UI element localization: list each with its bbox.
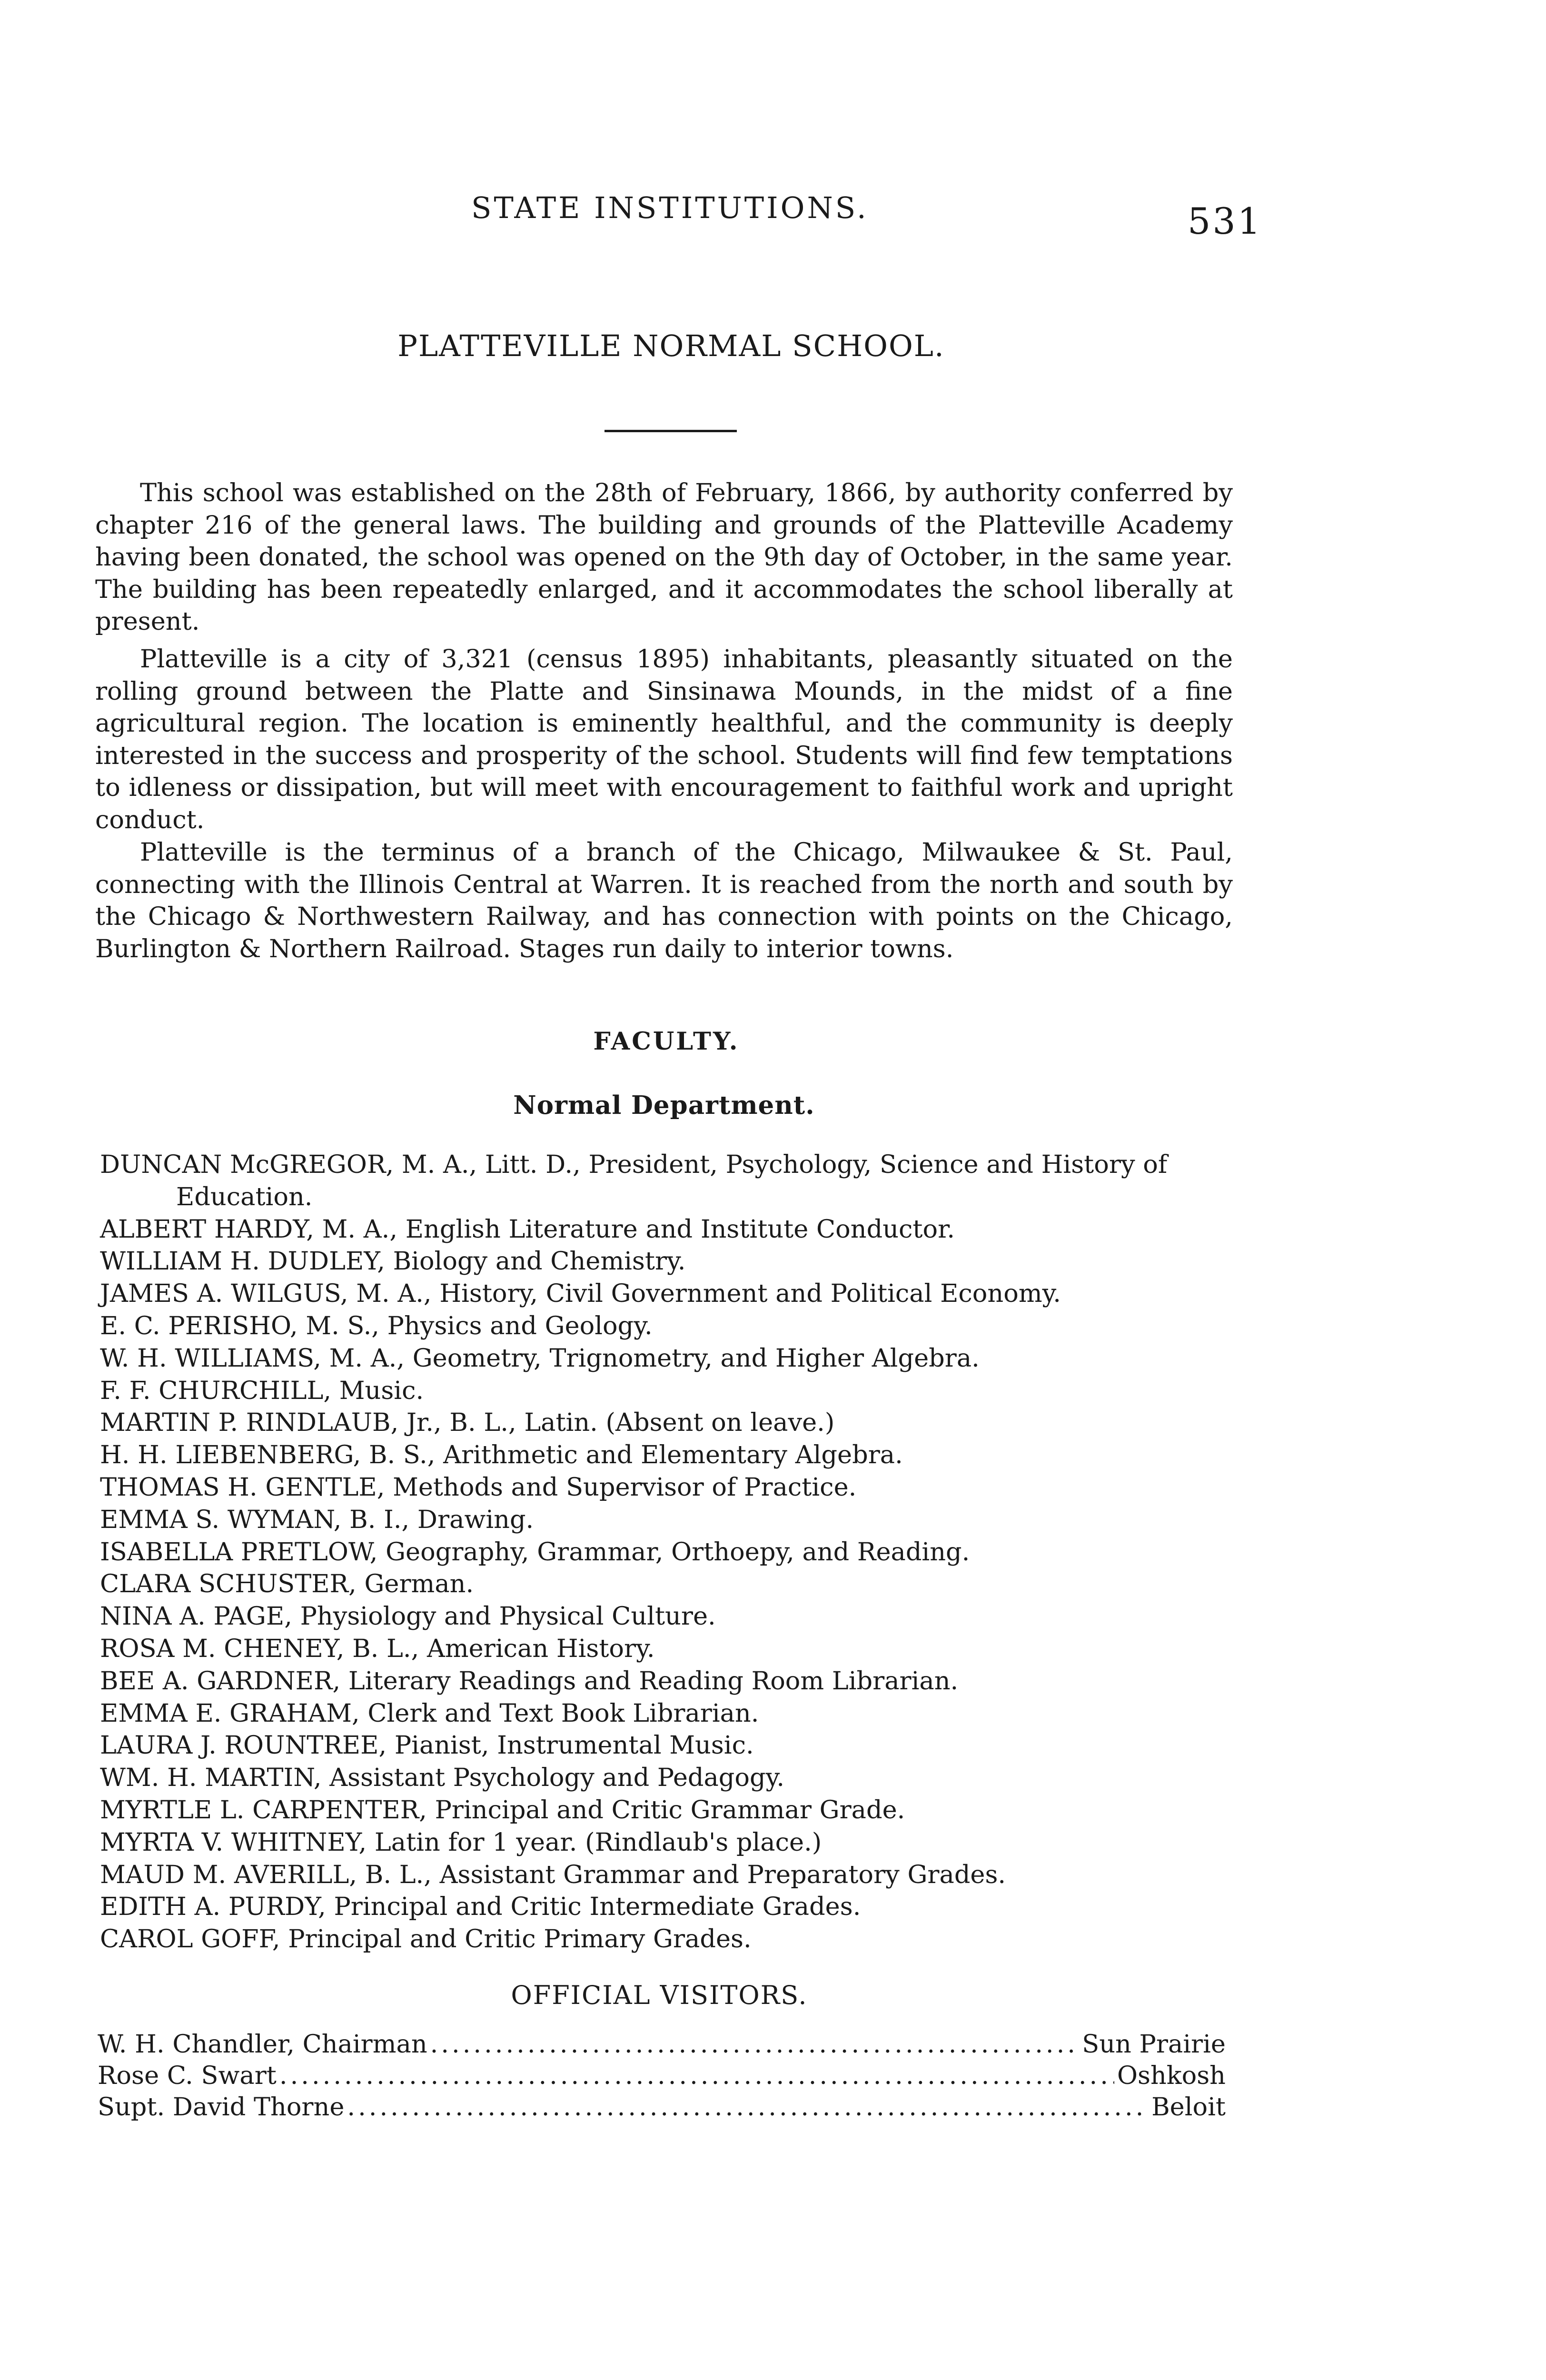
faculty-member: ROSA M. CHENEY, B. L., American History. — [100, 1634, 655, 1663]
faculty-member: NINA A. PAGE, Physiology and Physical Culture. — [100, 1602, 716, 1631]
visitor-name: Rose C. Swart — [98, 2061, 277, 2090]
faculty-heading: FACULTY. — [593, 1027, 740, 1056]
visitor-name: Supt. David Thorne — [98, 2092, 345, 2122]
faculty-member: H. H. LIEBENBERG, B. S., Arithmetic and Elementary Algebra. — [100, 1440, 903, 1470]
faculty-member: MYRTA V. WHITNEY, Latin for 1 year. (Rindlaub's place.) — [100, 1827, 822, 1857]
paragraph-location: Platteville is a city of 3,321 (census 1895) inhabitants, pleasantly situated on the rolling ground between the Platte and Sinsinawa Mounds, in the midst of a fine agricultural region. The location is eminently healthful, and the community is deeply interested in the success and prosperity of the school. Students will find few temptations to idleness or dissipation, but will meet with encouragement to faithful work and upright conduct. — [95, 645, 1233, 834]
faculty-member: E. C. PERISHO, M. S., Physics and Geology. — [100, 1311, 653, 1340]
visitor-place: Beloit — [1151, 2092, 1226, 2122]
faculty-member: WM. H. MARTIN, Assistant Psychology and Pedagogy. — [100, 1763, 785, 1793]
visitor-place: Oshkosh — [1117, 2061, 1226, 2090]
dot-leader — [279, 2060, 1114, 2092]
faculty-member: JAMES A. WILGUS, M. A., History, Civil Government and Political Economy. — [100, 1279, 1061, 1309]
faculty-member: WILLIAM H. DUDLEY, Biology and Chemistry. — [100, 1247, 686, 1276]
faculty-member: BEE A. GARDNER, Literary Readings and Reading Room Librarian. — [100, 1666, 959, 1696]
dot-leader — [430, 2029, 1080, 2060]
faculty-member: ISABELLA PRETLOW, Geography, Grammar, Orthoepy, and Reading. — [100, 1537, 970, 1567]
faculty-member: W. H. WILLIAMS, M. A., Geometry, Trignometry, and Higher Algebra. — [100, 1343, 980, 1373]
faculty-member: EMMA S. WYMAN, B. I., Drawing. — [100, 1505, 534, 1534]
faculty-member: F. F. CHURCHILL, Music. — [100, 1376, 424, 1405]
visitor-row — [98, 2029, 1226, 2060]
faculty-member: MARTIN P. RINDLAUB, Jr., B. L., Latin. (Absent on leave.) — [100, 1408, 835, 1438]
faculty-member: MAUD M. AVERILL, B. L., Assistant Grammar and Preparatory Grades. — [100, 1860, 1006, 1889]
faculty-member: CLARA SCHUSTER, German. — [100, 1569, 474, 1599]
faculty-member: EMMA E. GRAHAM, Clerk and Text Book Librarian. — [100, 1698, 759, 1728]
faculty-list — [100, 1149, 1238, 1955]
faculty-member: CAROL GOFF, Principal and Critic Primary Grades. — [100, 1924, 752, 1954]
running-head: STATE INSTITUTIONS. — [471, 190, 869, 225]
visitor-name: W. H. Chandler, Chairman — [98, 2030, 427, 2059]
visitors-list — [98, 2029, 1226, 2123]
visitor-row — [98, 2060, 1226, 2092]
page-title: PLATTEVILLE NORMAL SCHOOL. — [397, 328, 945, 363]
faculty-member: ALBERT HARDY, M. A., English Literature and Institute Conductor. — [100, 1214, 955, 1244]
paragraph-history: This school was established on the 28th of February, 1866, by authority conferred by chapter 216 of the general laws. The building and grounds of the Platteville Academy having been donated, the school was opened on the 9th day of October, in the same year. The building has been repeatedly enlarged, and it accommodates the school liberally at present. — [95, 478, 1233, 636]
faculty-member: LAURA J. ROUNTREE, Pianist, Instrumental Music. — [100, 1731, 754, 1760]
department-heading: Normal Department. — [513, 1091, 815, 1120]
visitors-heading: OFFICIAL VISITORS. — [511, 1980, 808, 2010]
dot-leader — [347, 2092, 1149, 2123]
visitor-place: Sun Prairie — [1082, 2030, 1226, 2059]
paragraph-transport: Platteville is the terminus of a branch of the Chicago, Milwaukee & St. Paul, connecting with the Illinois Central at Warren. It is reached from the north and south by the Chicago & Northwestern Railway, and has connection with points on the Chicago, Burlington & Northern Railroad. Stages run daily to interior towns. — [95, 838, 1233, 963]
faculty-member: DUNCAN McGREGOR, M. A., Litt. D., President, Psychology, Science and History of Education. — [100, 1150, 1168, 1211]
title-rule — [605, 430, 737, 432]
faculty-member: MYRTLE L. CARPENTER, Principal and Critic Grammar Grade. — [100, 1795, 905, 1825]
faculty-member: EDITH A. PURDY, Principal and Critic Intermediate Grades. — [100, 1892, 861, 1922]
page-number: 531 — [1188, 200, 1263, 242]
faculty-member: THOMAS H. GENTLE, Methods and Supervisor of Practice. — [100, 1472, 857, 1502]
visitor-row — [98, 2092, 1226, 2123]
